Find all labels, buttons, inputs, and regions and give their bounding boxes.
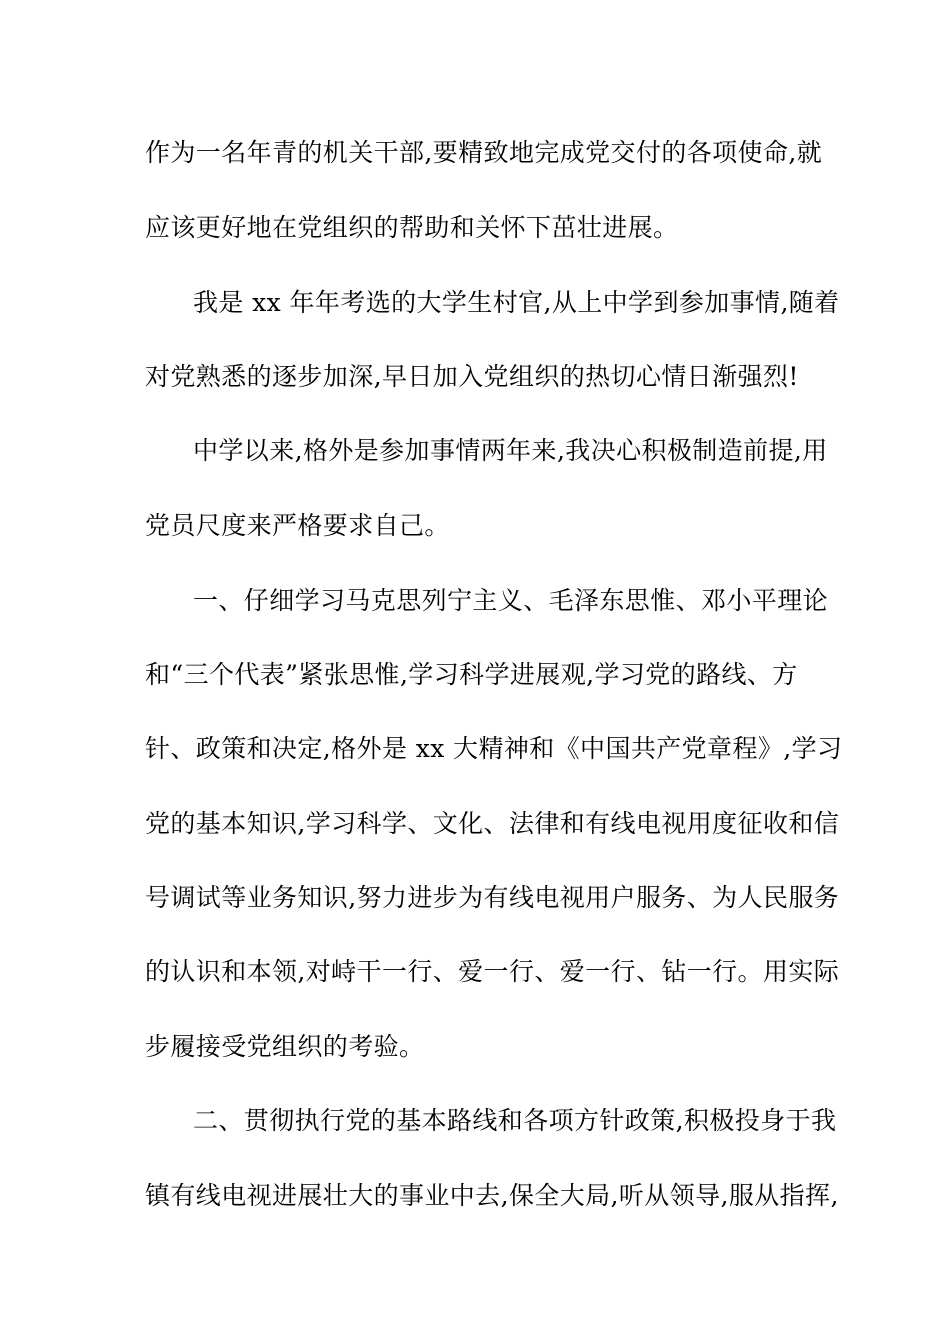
paragraph-line: 作为一名年青的机关干部,要精致地完成党交付的各项使命,就 bbox=[145, 138, 823, 167]
paragraph-line: 党员尺度来严格要求自己。 bbox=[145, 511, 450, 540]
paragraph-line: 对党熟悉的逐步加深,早日加入党组织的热切心情日渐强烈! bbox=[145, 362, 799, 391]
paragraph-line: 应该更好地在党组织的帮助和关怀下茁壮进展。 bbox=[145, 213, 679, 242]
paragraph-line: 针、政策和决定,格外是 xx 大精神和《中国共产党章程》,学习 bbox=[145, 734, 843, 763]
paragraph-first-line: 中学以来,格外是参加事情两年来,我决心积极制造前提,用 bbox=[193, 436, 828, 465]
paragraph-line: 步履接受党组织的考验。 bbox=[145, 1032, 425, 1061]
paragraph-first-line: 一、仔细学习马克思列宁主义、毛泽东思惟、邓小平理论 bbox=[193, 586, 829, 615]
paragraph-line: 党的基本知识,学习科学、文化、法律和有线电视用度征收和信 bbox=[145, 809, 840, 838]
paragraph-line: 和“三个代表”紧张思惟,学习科学进展观,学习党的路线、方 bbox=[145, 660, 798, 689]
paragraph-line: 号调试等业务知识,努力进步为有线电视用户服务、为人民服务 bbox=[145, 883, 840, 912]
paragraph-line: 的认识和本领,对峙干一行、爱一行、爱一行、钻一行。用实际 bbox=[145, 957, 840, 986]
paragraph-first-line: 二、贯彻执行党的基本路线和各项方针政策,积极投身于我 bbox=[193, 1106, 837, 1135]
paragraph-first-line: 我是 xx 年年考选的大学生村官,从上中学到参加事情,随着 bbox=[193, 288, 840, 317]
paragraph-line: 镇有线电视进展壮大的事业中去,保全大局,听从领导,服从指挥, bbox=[145, 1181, 839, 1210]
